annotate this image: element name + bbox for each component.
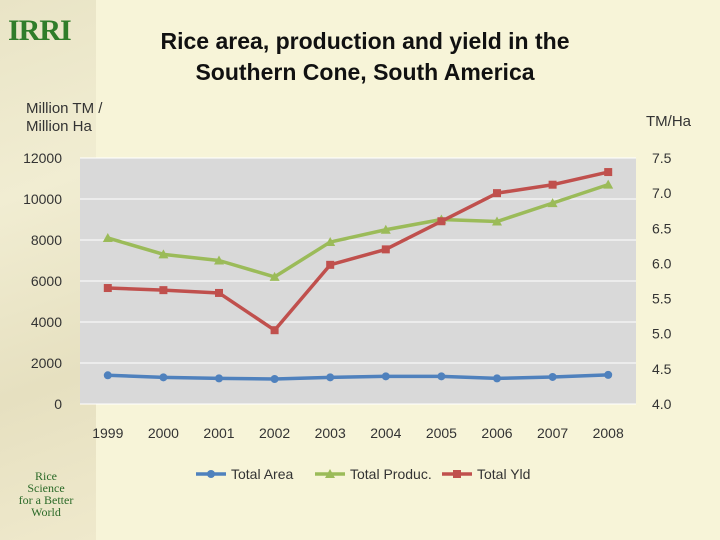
title-line-1: Rice area, production and yield in the xyxy=(160,28,570,54)
data-point-total-area xyxy=(104,371,112,379)
title-line-2: Southern Cone, South America xyxy=(195,59,535,85)
right-tick-label: 6.0 xyxy=(652,255,672,272)
right-axis-title-text: TM/Ha xyxy=(646,113,691,130)
left-axis-title-line: Million TM / xyxy=(26,100,103,117)
right-tick-label: 7.0 xyxy=(652,185,672,202)
tagline-line: Science xyxy=(27,481,65,495)
x-tick-label: 2004 xyxy=(370,425,402,441)
left-tick-label: 8000 xyxy=(30,232,62,248)
x-tick-label: 2007 xyxy=(537,425,569,441)
data-point-total-area xyxy=(215,374,223,382)
left-axis-title-line: Million Ha xyxy=(26,118,92,135)
right-tick-label: 6.5 xyxy=(652,220,672,237)
data-point-total-area xyxy=(159,373,167,381)
left-tick-label: 0 xyxy=(54,396,62,412)
data-point-total-area xyxy=(493,374,501,382)
data-point-total-area xyxy=(437,372,445,380)
left-tick-label: 12000 xyxy=(23,150,62,166)
x-tick-label: 2008 xyxy=(592,425,624,441)
data-point-total-yld xyxy=(104,284,112,292)
right-tick-label: 5.5 xyxy=(652,290,672,307)
tagline-line: for a Better xyxy=(18,493,74,507)
data-point-total-area xyxy=(549,373,557,381)
right-tick-label: 5.0 xyxy=(652,325,672,342)
x-tick-label: 2000 xyxy=(147,425,179,441)
data-point-total-yld xyxy=(215,289,223,297)
right-tick-label: 4.0 xyxy=(652,396,672,412)
left-tick-label: 2000 xyxy=(30,355,62,371)
x-tick-label: 2006 xyxy=(481,425,513,441)
data-point-total-yld xyxy=(159,286,167,294)
left-tick-label: 4000 xyxy=(30,314,62,330)
data-point-total-area xyxy=(382,372,390,380)
x-tick-label: 2001 xyxy=(203,425,235,441)
tagline-line: World xyxy=(31,505,61,519)
data-point-total-area xyxy=(326,373,334,381)
tagline-line: Rice xyxy=(35,469,57,483)
legend-label-total-area: Total Area xyxy=(231,466,294,482)
x-tick-label: 2002 xyxy=(259,425,291,441)
x-tick-label: 1999 xyxy=(92,425,124,441)
x-tick-label: 2003 xyxy=(314,425,346,441)
data-point-total-yld xyxy=(437,217,445,225)
data-point-total-yld xyxy=(382,245,390,253)
left-tick-label: 6000 xyxy=(30,273,62,289)
data-point-total-yld xyxy=(493,189,501,197)
legend-marker-total-yld xyxy=(453,470,461,478)
right-tick-label: 7.5 xyxy=(652,150,672,166)
left-tick-label: 10000 xyxy=(23,191,62,207)
right-tick-label: 4.5 xyxy=(652,360,672,377)
legend-label-total-yld: Total Yld xyxy=(477,466,531,482)
legend-marker-total-area xyxy=(207,470,215,478)
data-point-total-yld xyxy=(271,326,279,334)
data-point-total-area xyxy=(271,375,279,383)
data-point-total-yld xyxy=(549,181,557,189)
data-point-total-yld xyxy=(326,261,334,269)
data-point-total-yld xyxy=(604,168,612,176)
legend-label-total-produc: Total Produc. xyxy=(350,466,432,482)
irri-logo: IRRI xyxy=(8,14,71,47)
x-tick-label: 2005 xyxy=(425,425,457,441)
data-point-total-area xyxy=(604,371,612,379)
